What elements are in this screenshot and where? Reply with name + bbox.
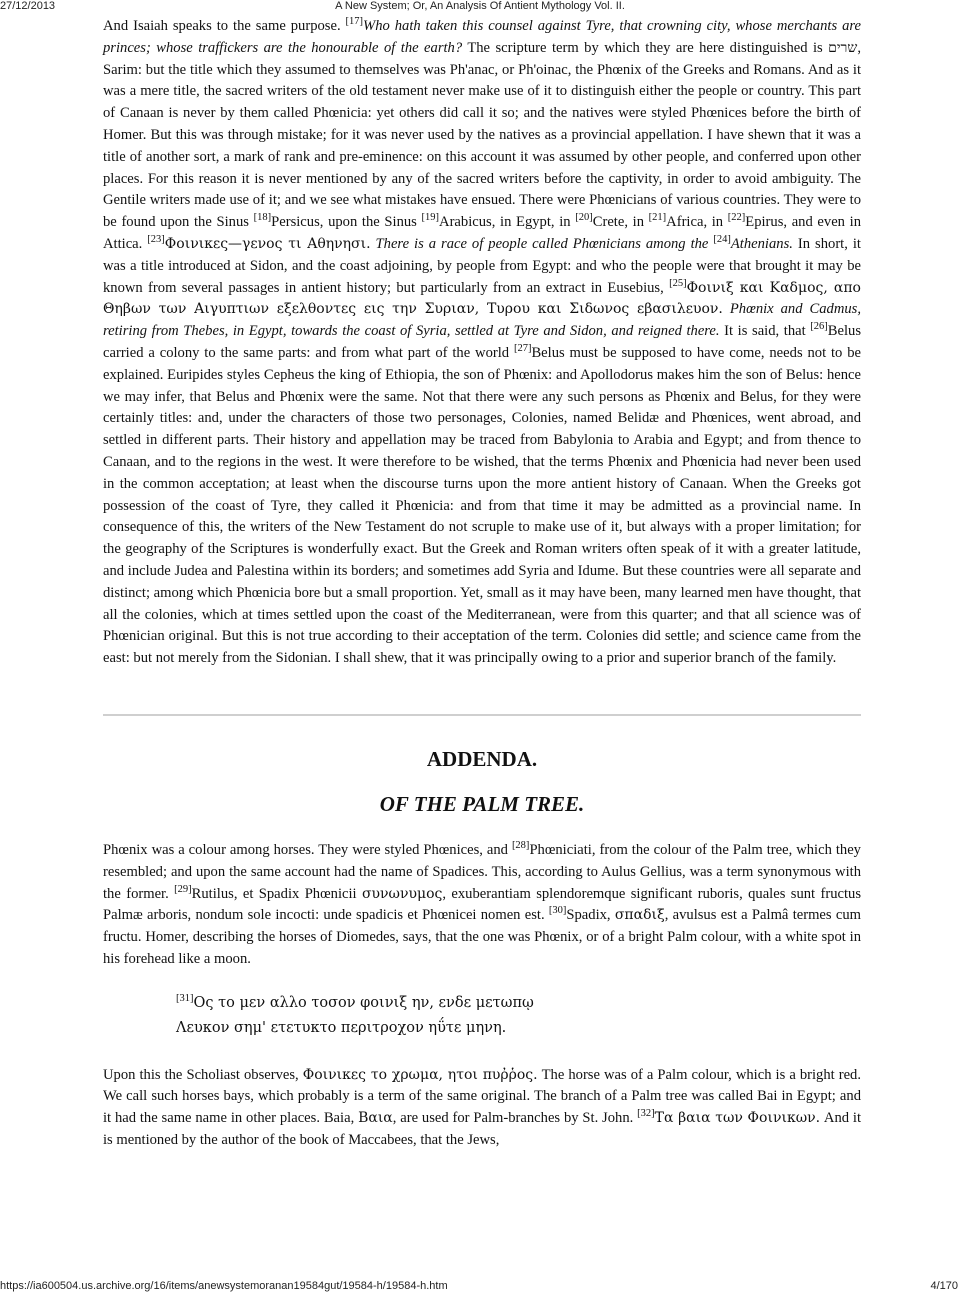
- text-run: Arabicus, in Egypt, in: [439, 214, 576, 231]
- text-run: , avulsus est a Palmâ termes cum fructu. Homer, describing the horses of Diomedes, says, that the one was Phœnix, or of a bright Palm colour, with a white spot in his forehead like a moon.: [103, 907, 861, 967]
- footnote-ref-17[interactable]: [17]: [345, 16, 364, 27]
- text-run: Belus carried a colony to the same parts: and from what part of the world: [103, 323, 861, 361]
- verse-line: Λευκον σημ' ετετυκτο περιτροχον ηΰτε μηνη.: [176, 1019, 507, 1036]
- footnote-ref-22[interactable]: [22]: [727, 212, 746, 224]
- greek-word: σπαδιξ: [614, 907, 665, 924]
- footnote-ref-26[interactable]: [26]: [810, 321, 828, 333]
- text-run: , are used for Palm-branches by St. John.: [392, 1110, 638, 1127]
- footnote-ref-32[interactable]: [32]: [637, 1108, 655, 1120]
- section-heading: OF THE PALM TREE.: [379, 791, 585, 816]
- footnote-ref-18[interactable]: [18]: [253, 212, 272, 224]
- header-date: 27/12/2013: [0, 0, 56, 12]
- footnote-ref-24[interactable]: [24]: [713, 233, 731, 245]
- page-number: 4/170: [930, 1280, 958, 1292]
- text-run: The horse was of a Palm colour, which is a bright red. We call such horses bays, which probably is a term of the same original. The branch of a Palm tree was called Bai in Egypt; and it had the same name in other places. Baia,: [103, 1066, 862, 1127]
- footer-url[interactable]: https://ia600504.us.archive.org/16/items/anewsystemoranan19584gut/19584-h/19584-h.htm: [0, 1280, 448, 1292]
- footnote-ref-30[interactable]: [30]: [548, 905, 567, 917]
- text-run: Belus must be supposed to have come, needs not to be explained. Euripides styles Cepheus the king of Ethiopia, the son of Phœnix: and Apollodorus makes him the son of Belus: hence we may infer, that Belus and Phœnix were the same. Not that there were any such persons as Phœnix and Belus, for they were certainly titles: and, under the characters of those two personages, Colonies, named Belidæ and Phœnices, went abroad, and settled in different parts. Their history and appellation may be traced from Babylonia to Arabia and Egypt; and from thence to Canaan, and to the regions in the west. It were therefore to be wished, that the terms Phœnix and Phœnicia had never been used in the common acceptation; at least when the discourse turns upon the more antient history of Canaan. When the Greeks got possession of the coast of Tyre, they called it Phœnicia: and from that time it may be admitted as a provincial name. In consequence of this, the writers of the New Testament do not scruple to make use of it, but always with a proper limitation; for the geography of the Scriptures is wonderfully exact. But the Greek and Roman writers often speak of it with a greater latitude, and include Judea and Palestina within its borders; and sometimes add Syria and Idume. But these countries were all separate and distinct; among which Phœnicia bore but a small proportion. Yet, small as it may have been, many learned men have thought, that all the colonies, which at times settled upon the coast of the Mediterranean, were from this quarter; and that all science was of Phœnician original. But this is not true according to their acceptation of the term. Colonies did settle; and science came from the east: but not merely from the Sidonian. I shall shew, that it was principally owing to a prior and superior branch of the family.: [103, 344, 861, 667]
- text-run: And Isaiah speaks to the same purpose.: [103, 18, 346, 34]
- text-run: Phœniciati, from the colour of the Palm tree, which they resembled; and upon the same account had the name of Spadices. This, according to Aulus Gellius, was a term synonymous with the former.: [103, 841, 861, 902]
- footnote-ref-31[interactable]: [31]: [176, 992, 194, 1004]
- greek-quote: Φοινικες—γενος τι Αθηνησι.: [164, 235, 371, 252]
- italic-text: There is a race of people called Phœnicians among the: [370, 235, 714, 252]
- text-run: Africa, in: [666, 214, 728, 231]
- footnote-ref-28[interactable]: [28]: [511, 839, 530, 851]
- footnote-ref-21[interactable]: [21]: [648, 212, 667, 224]
- footnote-ref-19[interactable]: [19]: [421, 212, 440, 224]
- paragraph-phoenicia: [103, 16, 861, 670]
- hebrew-word: שרים: [828, 39, 858, 56]
- text-run: Phœnix was a colour among horses. They were styled Phœnices, and: [103, 841, 512, 858]
- verse-line: [176, 991, 861, 1016]
- text-run: In short, it was a title introduced at Sidon, and the coast adjoining, by people from Egypt: and who the people were that brought it may be known from several passages in antient history; but particularly from an extract in Eusebius,: [103, 235, 861, 296]
- text-run: Rutilus, et Spadix Phœnicii: [191, 885, 362, 902]
- addenda-heading: ADDENDA.: [426, 746, 538, 771]
- text-run: , exuberantiam splendoremque significant ruboris, quales sunt fructus Palmæ arboris, nondum sole incocti: unde spadicis et Phœnicei nomen est.: [103, 885, 861, 924]
- paragraph-bai: [103, 1065, 861, 1152]
- greek-quote: Τα βαια των Φοινικων.: [654, 1110, 821, 1127]
- greek-word: συνωνυμος: [361, 885, 443, 902]
- text-run: Spadix,: [566, 907, 615, 924]
- footnote-ref-23[interactable]: [23]: [147, 233, 165, 245]
- footnote-ref-25[interactable]: [25]: [669, 277, 687, 289]
- page-footer: [0, 1280, 960, 1294]
- text-run: , Sarim: but the title which they assumed to themselves was Ph'anac, or Ph'oinac, the Phœnix of the Greeks and Romans. And as it was a mere title, the sacred writers of the old testament never make use of it to distinguish either the people or country. This part of Canaan is never by them called Phœnicia: yet others did call it so; and the natives were styled Phœnices before the birth of Homer. But this was through mistake; for it was never used by the natives as a provincial appellation. I have shewn that it was a title of another sort, a mark of rank and pre-eminence: on this account it was assumed by other people, and conferred upon other places. For this reason it is never mentioned by any of the sacred writers before the captivity, in order to avoid ambiguity. The Gentile writers made use of it; and we see what mistakes have ensued. There were Phœnicians of various countries. They were to be found upon the Sinus: [103, 39, 861, 231]
- homer-verse: [176, 991, 861, 1041]
- greek-quote: Φοινιξ και Καδμος, απο Θηβων των Αιγυπτιων εξελθοντες εις την Συριαν, Τυρου και Σιδωνος εβασιλευον.: [103, 279, 861, 318]
- text-run: Epirus, and even in Attica.: [103, 214, 861, 252]
- footnote-ref-27[interactable]: [27]: [513, 342, 532, 354]
- italic-text: Athenians.: [730, 235, 793, 252]
- italic-text: Phœnix and Cadmus, retiring from Thebes, in Egypt, towards the coast of Syria, settled at Tyre and Sidon, and reigned there.: [103, 301, 861, 340]
- text-run: Persicus, upon the Sinus: [271, 214, 422, 231]
- greek-word: Βαια: [358, 1110, 393, 1127]
- verse-text: Ος το μεν αλλο τοσον φοινιξ ην, ενδε μετωπῳ: [193, 994, 534, 1011]
- paragraph-palm-colour: [103, 840, 861, 971]
- text-run: Crete, in: [592, 214, 649, 231]
- footnote-ref-29[interactable]: [29]: [174, 883, 192, 895]
- document-body: [103, 16, 861, 1152]
- text-run: And it is mentioned by the author of the book of Maccabees, that the Jews,: [103, 1110, 862, 1149]
- page-header: [0, 0, 960, 14]
- greek-quote: Φοινικες το χρωμα, ητοι πυῤῥος.: [302, 1066, 538, 1083]
- text-run: Upon this the Scholiast observes,: [103, 1066, 303, 1083]
- header-title: A New System; Or, An Analysis Of Antient Mythology Vol. II.: [335, 0, 625, 12]
- section-divider: [103, 714, 861, 716]
- text-run: It is said, that: [719, 323, 811, 340]
- text-run: The scripture term by which they are here distinguished is: [462, 39, 829, 56]
- italic-quote: Who hath taken this counsel against Tyre, that crowning city, whose merchants are princes; whose traffickers are the honourable of the earth?: [103, 18, 861, 56]
- footnote-ref-20[interactable]: [20]: [575, 212, 593, 224]
